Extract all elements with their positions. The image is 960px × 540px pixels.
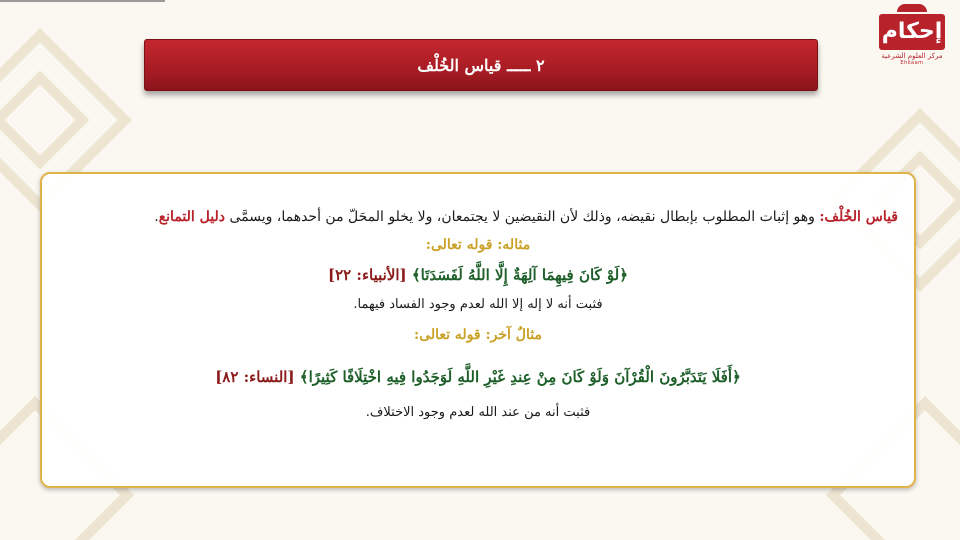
definition-paragraph: [58, 204, 898, 230]
content-box: [40, 172, 916, 488]
slide-title: ٢ ـــــ قياس الخُلْف: [417, 55, 545, 75]
definition-colon: :: [819, 209, 825, 225]
definition-text: وهو إثبات المطلوب بإبطال نقيضه، وذلك لأن النقيضين لا يجتمعان، ولا يخلو المحَلّ من أحدهما، ويسمَّى: [225, 209, 820, 225]
logo-subtitle: مركز العلوم الشرعية: [881, 52, 943, 60]
logo-dome: [897, 4, 927, 12]
definition-term: قياس الخُلْف: [824, 209, 898, 225]
definition-end: .: [154, 209, 159, 225]
example1-label: مثاله: قوله تعالى:: [425, 237, 531, 253]
example2-label: مثالٌ آخر: قوله تعالى:: [414, 327, 542, 343]
definition-alt-name: دليل التمانع: [158, 209, 225, 225]
title-banner: [144, 39, 818, 91]
example1-verse-line: [58, 260, 898, 290]
example2-verse-line: [58, 362, 898, 392]
top-divider: [0, 0, 165, 2]
example1-verse: ﴿لَوْ كَانَ فِيهِمَا آلِهَةٌ إِلَّا اللَّهُ لَفَسَدَتَا﴾: [411, 266, 629, 284]
example2-reference: [النساء: ٨٢]: [215, 368, 295, 386]
example2-conclusion: فثبت أنه من عند الله لعدم وجود الاختلاف.: [365, 405, 591, 420]
example1-reference: [الأنبياء: ٢٢]: [327, 266, 407, 284]
example1-conclusion: فثبت أنه لا إله إلا الله لعدم وجود الفساد فيهما.: [353, 297, 603, 312]
example2-verse: ﴿أَفَلَا يَتَدَبَّرُونَ الْقُرْآنَ وَلَوْ كَانَ مِنْ عِندِ غَيْرِ اللَّهِ لَوَجَدُوا فِيهِ اخْتِلَافًا كَثِيرًا﴾: [299, 368, 741, 386]
logo-mark: إحكام: [879, 14, 945, 50]
logo: [874, 4, 950, 66]
logo-tagline: Ehkaam: [900, 60, 924, 66]
